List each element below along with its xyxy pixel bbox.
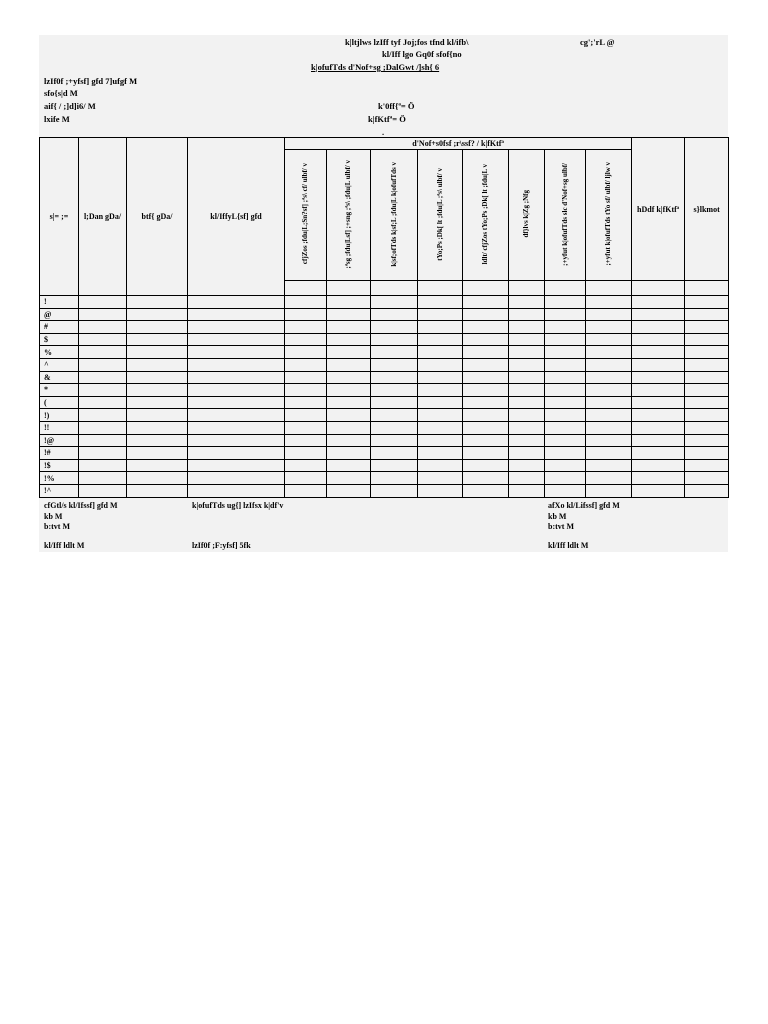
table-cell [463, 384, 509, 397]
internal-examiner-name: cfGtl/s kl/Ifssf] gfd M [44, 501, 118, 510]
table-cell [188, 396, 285, 409]
marks-cell [632, 281, 685, 296]
col-header-remarks: s}lkmot [685, 138, 729, 281]
table-cell [509, 358, 545, 371]
table-cell [545, 472, 586, 485]
col-header-name: kl/IffyL{sf] gfd [188, 138, 285, 296]
table-cell [418, 472, 463, 485]
table-cell [586, 333, 632, 346]
table-cell [632, 409, 685, 422]
table-cell [371, 396, 418, 409]
row-serial: !^ [40, 484, 79, 497]
table-cell [509, 447, 545, 460]
table-cell [327, 384, 371, 397]
marks-cell [371, 281, 418, 296]
table-cell [127, 296, 188, 309]
marks-cell [685, 281, 729, 296]
table-cell [371, 421, 418, 434]
table-cell [463, 371, 509, 384]
table-cell [127, 346, 188, 359]
external-examiner-name: afXo kl/Lifssf] gfd M [548, 501, 620, 510]
table-row [40, 358, 729, 371]
table-cell [327, 321, 371, 334]
table-cell [685, 296, 729, 309]
sub-col-header: ldlt/ cfjZos tYo;Ps ;Dk[ lt ;fdu|L v [463, 150, 509, 281]
table-cell [685, 447, 729, 460]
table-cell [586, 358, 632, 371]
table-cell [188, 472, 285, 485]
table-cell [285, 371, 327, 384]
dot-mark: . [382, 127, 385, 137]
form-subtitle: kl/Iff lgo Gq0f sfof{no [382, 49, 462, 59]
table-cell [586, 371, 632, 384]
table-cell [371, 308, 418, 321]
table-cell [685, 321, 729, 334]
marks-cell [285, 281, 327, 296]
table-cell [79, 346, 127, 359]
table-cell [418, 333, 463, 346]
table-cell [632, 459, 685, 472]
table-cell [545, 421, 586, 434]
table-cell [418, 434, 463, 447]
table-cell [418, 459, 463, 472]
table-cell [586, 484, 632, 497]
table-cell [545, 459, 586, 472]
internal-examiner-signature: b:tvt M [44, 522, 70, 531]
table-cell [545, 434, 586, 447]
table-cell [371, 384, 418, 397]
table-cell [285, 333, 327, 346]
marks-table [39, 137, 729, 498]
table-cell [463, 459, 509, 472]
table-cell [327, 346, 371, 359]
table-cell [685, 346, 729, 359]
sub-col-header: k|sf;ofTds k|sf;L ;fdu|L k|ofufTds v [371, 150, 418, 281]
table-cell [463, 484, 509, 497]
marks-cell [327, 281, 371, 296]
table-cell [586, 434, 632, 447]
table-cell [509, 296, 545, 309]
table-cell [545, 484, 586, 497]
table-cell [632, 384, 685, 397]
table-cell [418, 358, 463, 371]
table-cell [188, 434, 285, 447]
table-cell [371, 472, 418, 485]
table-cell [327, 434, 371, 447]
table-cell [188, 384, 285, 397]
table-cell [463, 396, 509, 409]
table-row [40, 308, 729, 321]
table-cell [545, 346, 586, 359]
external-examiner-signature: b:tvt M [548, 522, 574, 531]
table-cell [685, 371, 729, 384]
row-serial: !@ [40, 434, 79, 447]
table-cell [418, 447, 463, 460]
row-serial: !! [40, 421, 79, 434]
table-cell [79, 358, 127, 371]
table-row [40, 321, 729, 334]
full-marks-field: k'0ff{ª= Ö [378, 101, 415, 111]
table-cell [327, 459, 371, 472]
table-row [40, 434, 729, 447]
table-cell [509, 384, 545, 397]
table-cell [685, 472, 729, 485]
table-cell [127, 459, 188, 472]
program-field: sfo{s|d M [44, 88, 78, 98]
table-row [40, 421, 729, 434]
external-examiner-post: kb M [548, 512, 567, 521]
table-cell [632, 296, 685, 309]
table-cell [545, 333, 586, 346]
table-cell [285, 472, 327, 485]
table-cell [463, 333, 509, 346]
table-cell [188, 409, 285, 422]
table-cell [463, 472, 509, 485]
table-row [40, 484, 729, 497]
table-cell [285, 447, 327, 460]
table-cell [327, 371, 371, 384]
table-row [40, 409, 729, 422]
table-cell [188, 371, 285, 384]
table-cell [127, 434, 188, 447]
table-cell [463, 346, 509, 359]
table-cell [418, 384, 463, 397]
table-cell [285, 409, 327, 422]
table-cell [371, 296, 418, 309]
table-cell [463, 308, 509, 321]
table-cell [371, 358, 418, 371]
row-serial: ( [40, 396, 79, 409]
row-serial: ! [40, 296, 79, 309]
table-cell [418, 409, 463, 422]
marks-cell [545, 281, 586, 296]
table-cell [463, 296, 509, 309]
table-cell [632, 484, 685, 497]
table-cell [127, 358, 188, 371]
table-cell [586, 409, 632, 422]
sub-col-header: ;+yfut k|ofufTds tYo sf/ ulbf/ ljlw v [586, 150, 632, 281]
table-row [40, 447, 729, 460]
table-cell [127, 308, 188, 321]
table-cell [632, 308, 685, 321]
table-cell [586, 346, 632, 359]
table-cell [188, 484, 285, 497]
table-cell [371, 447, 418, 460]
table-cell [285, 384, 327, 397]
table-cell [285, 434, 327, 447]
table-cell [188, 308, 285, 321]
table-cell [79, 308, 127, 321]
institution-stamp: lzIf0f ;F:yfsf] 5fk [192, 541, 251, 550]
table-cell [79, 434, 127, 447]
table-cell [127, 409, 188, 422]
table-cell [127, 321, 188, 334]
institution-head: k|ofufTds ug{] lzIfsx k|df'v [192, 501, 284, 510]
table-cell [418, 296, 463, 309]
year-semester-field: aif{ / ;]d]i6/ M [44, 101, 96, 111]
table-cell [545, 296, 586, 309]
table-cell [685, 333, 729, 346]
table-cell [285, 484, 327, 497]
table-cell [509, 409, 545, 422]
table-cell [632, 321, 685, 334]
table-cell [586, 396, 632, 409]
table-cell [586, 421, 632, 434]
table-cell [509, 346, 545, 359]
table-cell [327, 484, 371, 497]
table-cell [371, 333, 418, 346]
table-row [40, 396, 729, 409]
table-cell [79, 396, 127, 409]
table-cell [509, 459, 545, 472]
table-cell [632, 346, 685, 359]
row-serial: # [40, 321, 79, 334]
table-cell [463, 409, 509, 422]
table-row [40, 472, 729, 485]
internal-examiner-post: kb M [44, 512, 63, 521]
table-cell [463, 434, 509, 447]
table-cell [79, 371, 127, 384]
table-cell [327, 358, 371, 371]
table-cell [285, 459, 327, 472]
marks-cell [463, 281, 509, 296]
table-cell [127, 384, 188, 397]
table-cell [586, 321, 632, 334]
table-cell [509, 421, 545, 434]
table-cell [371, 434, 418, 447]
col-header-roll: l;Dan gDa/ [79, 138, 127, 296]
row-serial: ^ [40, 358, 79, 371]
col-header-total: hDdf k|fKtfª [632, 138, 685, 281]
table-cell [509, 434, 545, 447]
table-cell [79, 321, 127, 334]
table-cell [285, 321, 327, 334]
table-row [40, 371, 729, 384]
table-cell [285, 396, 327, 409]
table-cell [188, 296, 285, 309]
obtained-marks-field: k|fKtfª= Ö [368, 114, 406, 124]
table-cell [285, 308, 327, 321]
table-cell [586, 472, 632, 485]
table-cell [188, 321, 285, 334]
table-row [40, 333, 729, 346]
table-cell [463, 421, 509, 434]
table-cell [545, 447, 586, 460]
table-cell [127, 371, 188, 384]
table-cell [371, 321, 418, 334]
table-cell [545, 384, 586, 397]
table-row [40, 296, 729, 309]
table-cell [327, 409, 371, 422]
table-cell [685, 484, 729, 497]
table-cell [685, 396, 729, 409]
table-cell [418, 396, 463, 409]
form-record-title: k|ofufTds d'Nof+sg ;DalGwt /]sh{ 6 [311, 62, 440, 72]
table-cell [586, 384, 632, 397]
table-cell [685, 409, 729, 422]
table-cell [509, 396, 545, 409]
col-header-serial: s|= ;= [40, 138, 79, 296]
row-serial: !% [40, 472, 79, 485]
table-cell [418, 346, 463, 359]
table-cell [685, 358, 729, 371]
table-cell [371, 409, 418, 422]
table-cell [188, 421, 285, 434]
table-cell [586, 459, 632, 472]
table-cell [509, 484, 545, 497]
table-cell [545, 409, 586, 422]
row-serial: * [40, 384, 79, 397]
table-cell [127, 447, 188, 460]
table-cell [685, 434, 729, 447]
table-cell [509, 321, 545, 334]
table-cell [127, 396, 188, 409]
table-cell [545, 308, 586, 321]
row-serial: !) [40, 409, 79, 422]
table-cell [632, 472, 685, 485]
table-cell [371, 459, 418, 472]
table-row [40, 459, 729, 472]
form-title: k|ltjlws lzIff tyf Joj;fos tfnd kl/ifb\ [345, 37, 469, 47]
table-cell [79, 472, 127, 485]
sub-col-header: cfjZos ;fdu|L;Sn?sf] ;ªs\ cf/ ulbf/ v [285, 150, 327, 281]
table-cell [188, 459, 285, 472]
table-cell [79, 447, 127, 460]
table-cell [632, 358, 685, 371]
table-cell [632, 447, 685, 460]
table-cell [327, 421, 371, 434]
table-cell [545, 371, 586, 384]
table-cell [327, 472, 371, 485]
table-cell [632, 421, 685, 434]
table-cell [285, 296, 327, 309]
table-cell [463, 321, 509, 334]
table-cell [632, 333, 685, 346]
table-cell [509, 308, 545, 321]
marks-cell [418, 281, 463, 296]
table-cell [685, 384, 729, 397]
table-cell [371, 371, 418, 384]
sub-col-header: ;ªsg ;fdu|Lsf] ;+sng ;ªs\ ;fdu|L ulbf/ v [327, 150, 371, 281]
table-cell [79, 484, 127, 497]
row-serial: % [40, 346, 79, 359]
table-cell [79, 333, 127, 346]
sub-col-header: ;+yfut k|ofufTds slc d'Nof+sg ulbf/ [545, 150, 586, 281]
table-cell [685, 459, 729, 472]
table-cell [327, 333, 371, 346]
table-cell [685, 421, 729, 434]
table-cell [371, 484, 418, 497]
table-cell [127, 333, 188, 346]
table-cell [463, 358, 509, 371]
institution-field: lzIf0f ;+yfsf] gfd 7]ufgf M [44, 76, 138, 86]
table-cell [545, 321, 586, 334]
table-cell [188, 358, 285, 371]
table-cell [418, 484, 463, 497]
table-cell [327, 308, 371, 321]
table-cell [127, 472, 188, 485]
table-cell [285, 346, 327, 359]
marks-cell [509, 281, 545, 296]
table-row [40, 346, 729, 359]
table-cell [188, 346, 285, 359]
table-cell [371, 346, 418, 359]
row-serial: @ [40, 308, 79, 321]
row-serial: & [40, 371, 79, 384]
marks-cell [586, 281, 632, 296]
table-cell [632, 371, 685, 384]
table-cell [418, 371, 463, 384]
table-cell [509, 472, 545, 485]
table-cell [327, 296, 371, 309]
row-serial: $ [40, 333, 79, 346]
table-cell [509, 371, 545, 384]
table-cell [418, 321, 463, 334]
table-cell [79, 296, 127, 309]
table-row [40, 384, 729, 397]
table-cell [79, 459, 127, 472]
table-cell [545, 358, 586, 371]
table-cell [685, 308, 729, 321]
table-cell [545, 396, 586, 409]
table-cell [327, 396, 371, 409]
row-serial: !# [40, 447, 79, 460]
table-cell [632, 396, 685, 409]
col-header-registration: btf{ gDa/ [127, 138, 188, 296]
table-cell [79, 384, 127, 397]
table-cell [327, 447, 371, 460]
row-serial: !$ [40, 459, 79, 472]
table-cell [586, 296, 632, 309]
table-cell [127, 421, 188, 434]
table-cell [285, 358, 327, 371]
internal-exam-date: kl/Iff ldlt M [44, 541, 85, 550]
table-cell [586, 308, 632, 321]
table-cell [188, 447, 285, 460]
sub-col-header: df}lvs k|Zg ;Nfg [509, 150, 545, 281]
external-exam-date: kl/Iff ldlt M [548, 541, 589, 550]
sub-col-header: tYo;Ps ;Dk[ lt ;fdu|L ;ªs\ ulbf/ v [418, 150, 463, 281]
subject-field: lxife M [44, 114, 70, 124]
table-cell [463, 447, 509, 460]
table-cell [188, 333, 285, 346]
form-code: cg';'rL @ [580, 37, 615, 47]
table-cell [586, 447, 632, 460]
group-header-evaluation: d'Nof+s0fsf ;r\ssf? / k|fKtfª [285, 138, 632, 150]
table-cell [127, 484, 188, 497]
table-cell [509, 333, 545, 346]
table-cell [79, 421, 127, 434]
table-cell [632, 434, 685, 447]
table-cell [418, 308, 463, 321]
table-cell [418, 421, 463, 434]
table-cell [285, 421, 327, 434]
table-cell [79, 409, 127, 422]
